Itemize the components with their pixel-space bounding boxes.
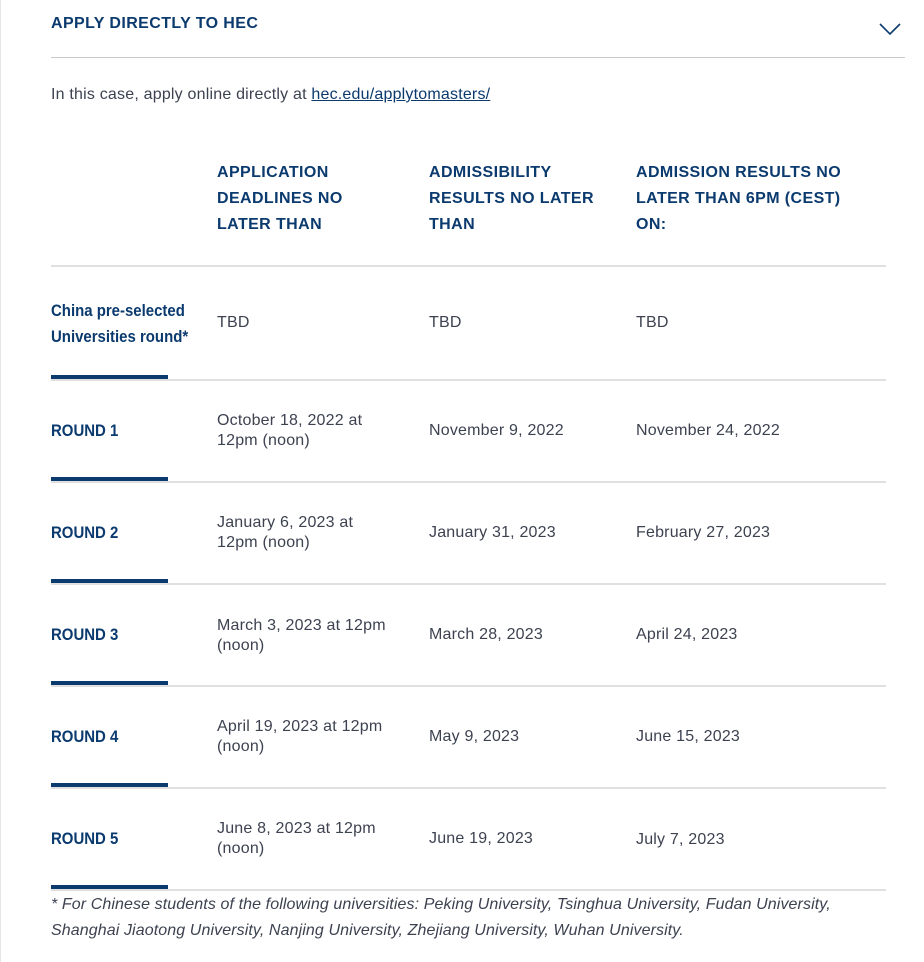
cell-admission: TBD (636, 314, 669, 331)
table-divider (51, 379, 886, 381)
cell-admissibility: June 19, 2023 (429, 830, 534, 847)
cell-admission: November 24, 2022 (636, 422, 780, 439)
table-divider (51, 889, 886, 891)
table-divider (51, 685, 886, 687)
intro-text-body: In this case, apply online directly at (51, 86, 312, 103)
cell-admission: June 15, 2023 (636, 728, 741, 745)
accordion-title: APPLY DIRECTLY TO HEC (51, 15, 259, 32)
cell-admission: April 24, 2023 (636, 626, 738, 643)
cell-admission: July 7, 2023 (636, 831, 725, 848)
cell-admissibility: TBD (429, 314, 462, 331)
cell-deadline: April 19, 2023 at 12pm (noon) (217, 718, 383, 755)
accordion-apply-directly[interactable] (51, 0, 905, 58)
row-label: ROUND 3 (51, 625, 119, 644)
footnote: * For Chinese students of the following universities: Peking University, Tsinghua University, Fudan University, Shanghai Jiaotong University, Nanjing University, Zhejiang University, Wuhan University. (51, 896, 831, 939)
col-header-deadline: APPLICATION DEADLINES NO LATER THAN (217, 164, 343, 233)
table-divider (51, 481, 886, 483)
table-divider (51, 787, 886, 789)
cell-deadline: June 8, 2023 at 12pm (noon) (217, 820, 376, 857)
row-label: China pre-selected Universities round* (51, 301, 189, 346)
cell-deadline: March 3, 2023 at 12pm (noon) (217, 617, 386, 654)
table-divider (51, 265, 886, 267)
cell-admissibility: November 9, 2022 (429, 422, 564, 439)
page-left-border (0, 0, 1, 962)
apply-link[interactable]: hec.edu/applytomasters/ (311, 86, 491, 103)
cell-admission: February 27, 2023 (636, 524, 771, 541)
col-header-admissibility: ADMISSIBILITY RESULTS NO LATER THAN (429, 164, 594, 233)
cell-deadline: January 6, 2023 at 12pm (noon) (217, 514, 354, 551)
cell-admissibility: May 9, 2023 (429, 728, 520, 745)
row-label: ROUND 1 (51, 421, 119, 440)
col-header-admission: ADMISSION RESULTS NO LATER THAN 6PM (CEST) ON: (636, 164, 842, 233)
chevron-down-icon[interactable] (879, 22, 901, 36)
row-label: ROUND 4 (51, 727, 119, 746)
table-divider (51, 583, 886, 585)
cell-admissibility: March 28, 2023 (429, 626, 543, 643)
row-label: ROUND 2 (51, 523, 119, 542)
cell-deadline: TBD (217, 314, 250, 331)
intro-text (51, 86, 490, 104)
row-label: ROUND 5 (51, 829, 119, 848)
cell-deadline: October 18, 2022 at 12pm (noon) (217, 412, 363, 449)
cell-admissibility: January 31, 2023 (429, 524, 556, 541)
